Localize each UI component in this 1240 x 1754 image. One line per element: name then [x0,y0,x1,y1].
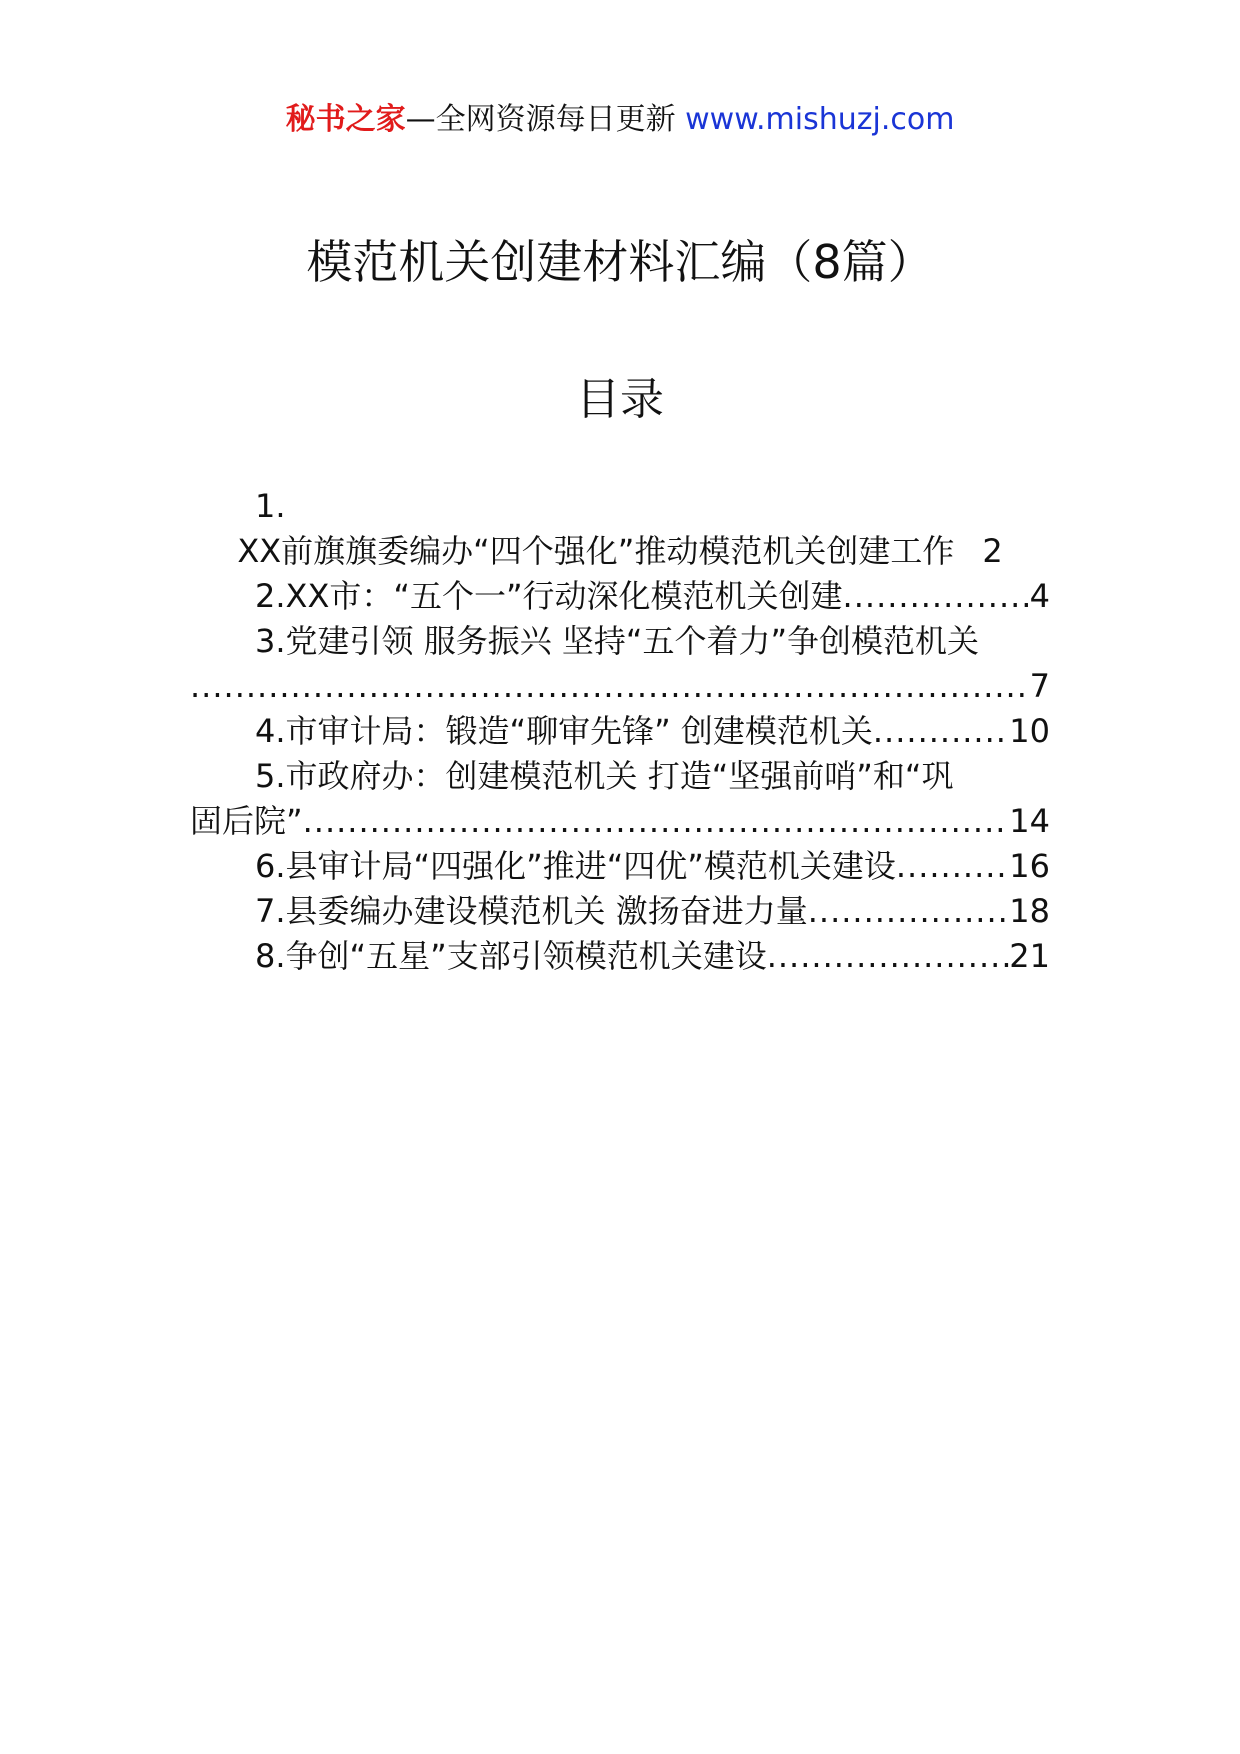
toc-item-title: 2.XX市：“五个一”行动深化模范机关创建 [255,577,843,615]
site-banner [0,100,1240,140]
toc-item-4[interactable] [190,709,1050,754]
toc-item-title: 7.县委编办建设模范机关 激扬奋进力量 [255,892,808,930]
toc-item-5[interactable] [190,754,1050,799]
toc-item-title: XX前旗旗委编办“四个强化”推动模范机关创建工作 [237,532,955,570]
toc-leader-dots [873,709,1009,754]
toc-item-title: 8.争创“五星”支部引领模范机关建设 [255,937,767,975]
toc-item-1[interactable] [190,529,1050,574]
toc-item-5-continued[interactable] [190,799,1050,844]
site-link[interactable]: www.mishuzj.com [685,102,955,137]
toc-item-page: 2 [982,532,1003,570]
toc-leader-dots [896,844,1009,889]
toc-leader-dots [190,664,1030,709]
toc-item-title: 3.党建引领 服务振兴 坚持“五个着力”争创模范机关 [255,622,980,660]
toc-item-7[interactable] [190,889,1050,934]
toc-item-page: 4 [1029,577,1050,615]
table-of-contents [190,484,1050,979]
toc-leader-dots [843,574,1030,619]
toc-item-page: 10 [1009,712,1050,750]
toc-leader-dots [808,889,1010,934]
toc-heading: 目录 [576,374,664,425]
brand-name: 秘书之家 [285,102,406,137]
toc-item-title: 6.县审计局“四强化”推进“四优”模范机关建设 [255,847,896,885]
toc-item-3-leader-line[interactable] [190,664,1050,709]
toc-item-page: 21 [1009,937,1050,975]
document-title: 模范机关创建材料汇编（8篇） [306,235,934,289]
toc-item-number: 1. [255,487,286,525]
toc-item-title: 4.市审计局：锻造“聊审先锋” 创建模范机关 [255,712,873,750]
toc-item-3[interactable] [190,619,1050,664]
toc-item-8[interactable] [190,934,1050,979]
toc-item-page: 18 [1009,892,1050,930]
toc-item-page: 14 [1009,802,1050,840]
toc-item-page: 16 [1009,847,1050,885]
toc-item-title-continued: 固后院” [190,802,303,840]
toc-leader-dots [303,799,1010,844]
toc-item-page: 7 [1029,667,1050,705]
toc-item-title: 5.市政府办：创建模范机关 打造“坚强前哨”和“巩 [255,757,954,795]
banner-slogan: —全网资源每日更新 [405,102,676,137]
toc-item-6[interactable] [190,844,1050,889]
toc-item-1-number-line[interactable] [190,484,1050,529]
toc-item-2[interactable] [190,574,1050,619]
toc-leader-dots [767,934,1010,979]
